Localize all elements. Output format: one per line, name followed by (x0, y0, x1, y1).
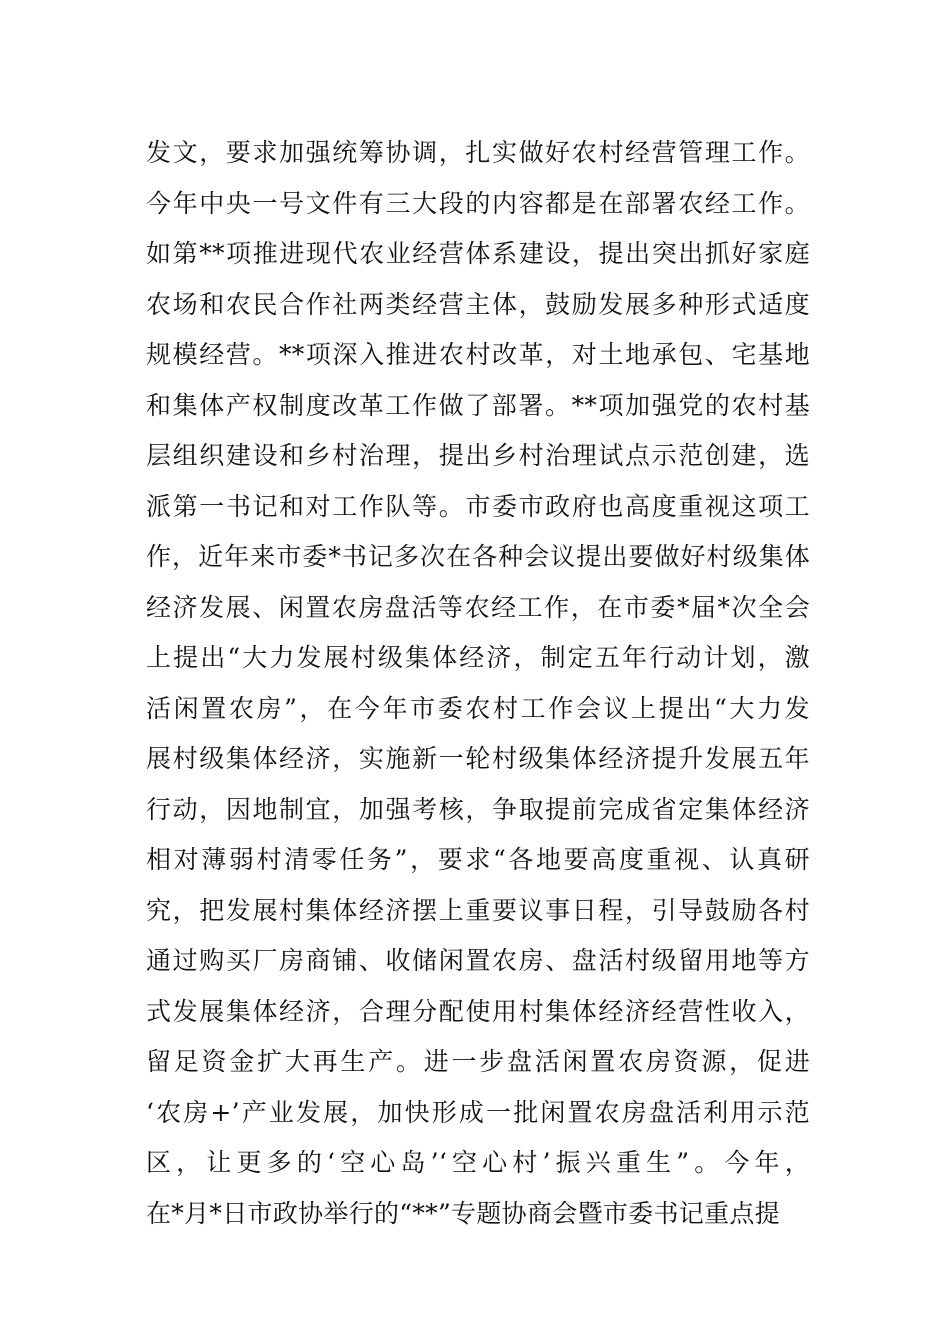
text-line-15: 相对薄弱村清零任务”，要求“各地要高度重视、认真研 (146, 845, 810, 874)
text-line-6: 和集体产权制度改革工作做了部署。**项加强党的农村基 (146, 390, 810, 420)
text-line-20: ‘农房+’产业发展，加快形成一批闲置农房盘活利用示范 (146, 1097, 810, 1127)
text-line-8: 派第一书记和对工作队等。市委市政府也高度重视这项工 (146, 491, 810, 521)
text-line-22: 在*月*日市政协举行的“**”专题协商会暨市委书记重点提 (146, 1198, 780, 1228)
text-line-21: 区，让更多的‘空心岛’‘空心村’振兴重生”。今年， (146, 1148, 810, 1177)
text-line-9: 作，近年来市委*书记多次在各种会议提出要做好村级集体 (146, 542, 810, 571)
text-line-5: 规模经营。**项深入推进农村改革，对土地承包、宅基地 (146, 340, 810, 369)
text-line-7: 层组织建设和乡村治理，提出乡村治理试点示范创建，选 (146, 441, 810, 470)
text-line-1: 发文，要求加强统筹协调，扎实做好农村经营管理工作。 (146, 138, 810, 167)
text-line-2: 今年中央一号文件有三大段的内容都是在部署农经工作。 (146, 188, 810, 218)
text-line-16: 究，把发展村集体经济摆上重要议事日程，引导鼓励各村 (146, 895, 810, 925)
text-line-3: 如第**项推进现代农业经营体系建设，提出突出抓好家庭 (146, 239, 810, 268)
text-line-10: 经济发展、闲置农房盘活等农经工作，在市委*届*次全会 (146, 592, 810, 622)
text-line-13: 展村级集体经济，实施新一轮村级集体经济提升发展五年 (146, 744, 810, 773)
text-line-17: 通过购买厂房商铺、收储闲置农房、盘活村级留用地等方 (146, 946, 810, 975)
text-line-4: 农场和农民合作社两类经营主体，鼓励发展多种形式适度 (146, 289, 810, 319)
text-line-11: 上提出“大力发展村级集体经济，制定五年行动计划，激 (146, 643, 810, 672)
body-text (146, 128, 810, 1239)
text-line-18: 式发展集体经济，合理分配使用村集体经济经营性收入， (146, 996, 810, 1026)
text-line-19: 留足资金扩大再生产。进一步盘活闲置农房资源，促进 (146, 1047, 810, 1076)
text-line-12: 活闲置农房”，在今年市委农村工作会议上提出“大力发 (146, 693, 810, 723)
text-line-14: 行动，因地制宜，加强考核，争取提前完成省定集体经济 (146, 794, 810, 824)
